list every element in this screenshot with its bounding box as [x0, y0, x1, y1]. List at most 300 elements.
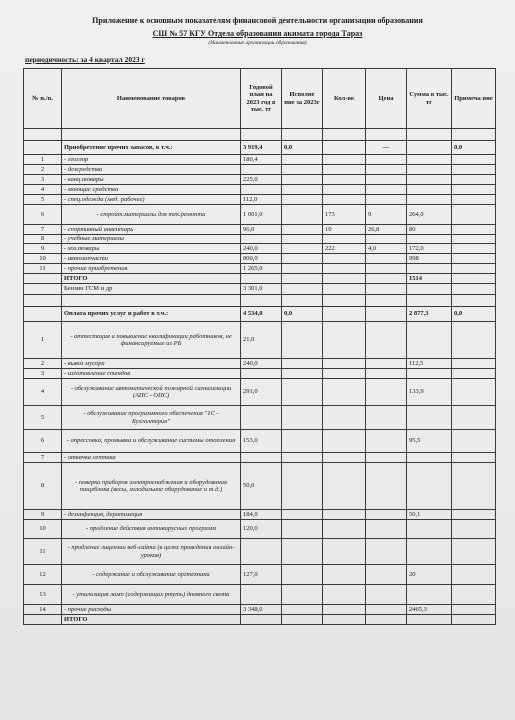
cell-note	[452, 205, 496, 225]
cell-sum	[407, 284, 452, 295]
cell-note	[452, 244, 496, 254]
cell-name: - геоглор	[62, 155, 241, 165]
cell-note	[452, 463, 496, 510]
col-header-quantity: Кол-во	[323, 69, 366, 129]
table-row	[24, 254, 496, 264]
cell-name: - спортивный инвентарь	[62, 225, 241, 235]
cell-quantity	[323, 605, 366, 615]
organization-name: СШ № 57 КГУ Отдела образования акимата города Тараз	[152, 29, 363, 38]
cell-sum: 998	[407, 254, 452, 264]
cell-price	[366, 322, 407, 359]
cell-price	[366, 129, 407, 141]
cell-number: 6	[24, 430, 62, 453]
cell-note	[452, 510, 496, 520]
cell-annual-plan	[241, 185, 282, 195]
cell-annual-plan: 3 301,0	[241, 284, 282, 295]
cell-number: 5	[24, 195, 62, 205]
cell-quantity	[323, 585, 366, 605]
cell-quantity	[323, 565, 366, 585]
cell-annual-plan	[241, 539, 282, 565]
cell-annual-plan: 120,0	[241, 520, 282, 539]
cell-sum: 172,0	[407, 244, 452, 254]
cell-price	[366, 359, 407, 369]
cell-note	[452, 274, 496, 284]
cell-executed	[282, 369, 323, 379]
cell-price: 26,8	[366, 225, 407, 235]
cell-number: 1	[24, 155, 62, 165]
cell-executed	[282, 235, 323, 244]
cell-number: 8	[24, 463, 62, 510]
table-row	[24, 359, 496, 369]
table-row	[24, 264, 496, 274]
cell-name: - дезсредства	[62, 165, 241, 175]
cell-number: 10	[24, 254, 62, 264]
cell-annual-plan: 800,0	[241, 254, 282, 264]
cell-name: - хоз.товары	[62, 244, 241, 254]
cell-annual-plan	[241, 369, 282, 379]
cell-note	[452, 235, 496, 244]
cell-sum	[407, 295, 452, 307]
cell-name: - опрессовка, промывка и обслуживание системы отопления	[62, 430, 241, 453]
cell-quantity	[323, 453, 366, 463]
table-row	[24, 175, 496, 185]
cell-annual-plan: 3 348,0	[241, 605, 282, 615]
cell-price	[366, 284, 407, 295]
cell-number: 2	[24, 359, 62, 369]
cell-number: 9	[24, 244, 62, 254]
table-total-row	[24, 615, 496, 625]
cell-number: 12	[24, 565, 62, 585]
table-row	[24, 406, 496, 430]
cell-annual-plan: 50,0	[241, 463, 282, 510]
cell-executed	[282, 406, 323, 430]
cell-name: - утилизация ламп (содержащих ртуть) дневного света	[62, 585, 241, 605]
cell-quantity: 222	[323, 244, 366, 254]
cell-name: Приобретение прочих запасов, в т.ч.:	[62, 141, 241, 155]
cell-price	[366, 175, 407, 185]
cell-sum	[407, 185, 452, 195]
cell-number: 8	[24, 235, 62, 244]
cell-quantity	[323, 235, 366, 244]
cell-quantity	[323, 254, 366, 264]
cell-annual-plan	[241, 585, 282, 605]
table-row	[24, 322, 496, 359]
cell-sum: 264,0	[407, 205, 452, 225]
cell-sum	[407, 520, 452, 539]
cell-quantity	[323, 295, 366, 307]
cell-annual-plan: 112,0	[241, 195, 282, 205]
cell-name: - моющие средства	[62, 185, 241, 195]
table-row	[24, 585, 496, 605]
expenditure-table	[23, 68, 496, 625]
cell-executed	[282, 295, 323, 307]
cell-name: - дезинфекция, дератизация	[62, 510, 241, 520]
cell-sum	[407, 264, 452, 274]
cell-number: 3	[24, 175, 62, 185]
cell-sum: 2 877,3	[407, 307, 452, 322]
organization-caption: (Наименование организации образования)	[208, 40, 307, 46]
cell-annual-plan: 240,0	[241, 244, 282, 254]
cell-name: - продление действия антивирусных программ	[62, 520, 241, 539]
table-section-row	[24, 307, 496, 322]
cell-price	[366, 520, 407, 539]
cell-number: 11	[24, 264, 62, 274]
table-row	[24, 430, 496, 453]
cell-number	[24, 129, 62, 141]
table-row	[24, 379, 496, 406]
cell-annual-plan: 96,0	[241, 225, 282, 235]
cell-quantity	[323, 615, 366, 625]
cell-executed	[282, 264, 323, 274]
cell-quantity	[323, 430, 366, 453]
cell-executed	[282, 175, 323, 185]
cell-number	[24, 295, 62, 307]
cell-quantity	[323, 322, 366, 359]
col-header-executed: Исполне ние за 2023г	[282, 69, 323, 129]
cell-price	[366, 615, 407, 625]
cell-name: ИТОГО	[62, 274, 241, 284]
cell-annual-plan: 1 265,0	[241, 264, 282, 274]
cell-sum	[407, 195, 452, 205]
col-header-note: Примеча ние	[452, 69, 496, 129]
cell-quantity	[323, 175, 366, 185]
cell-note	[452, 155, 496, 165]
cell-annual-plan: 180,4	[241, 155, 282, 165]
cell-quantity	[323, 141, 366, 155]
cell-price: 4,0	[366, 244, 407, 254]
cell-executed	[282, 185, 323, 195]
table-row	[24, 539, 496, 565]
cell-note	[452, 539, 496, 565]
cell-price	[366, 453, 407, 463]
cell-quantity: 10	[323, 225, 366, 235]
cell-note	[452, 254, 496, 264]
cell-quantity	[323, 539, 366, 565]
cell-annual-plan	[241, 295, 282, 307]
cell-quantity	[323, 129, 366, 141]
cell-executed	[282, 254, 323, 264]
cell-sum: 1514	[407, 274, 452, 284]
cell-name: ИТОГО	[62, 615, 241, 625]
cell-annual-plan: 291,0	[241, 379, 282, 406]
cell-name: - прочие приобретения	[62, 264, 241, 274]
cell-annual-plan	[241, 274, 282, 284]
table-body	[24, 129, 496, 625]
col-header-number: № п./п.	[24, 69, 62, 129]
cell-sum: 95,5	[407, 430, 452, 453]
cell-quantity	[323, 264, 366, 274]
cell-quantity	[323, 195, 366, 205]
table-row	[24, 225, 496, 235]
cell-note	[452, 284, 496, 295]
cell-quantity	[323, 307, 366, 322]
cell-annual-plan: 184,0	[241, 510, 282, 520]
cell-number: 13	[24, 585, 62, 605]
cell-quantity	[323, 520, 366, 539]
cell-price	[366, 585, 407, 605]
cell-number: 7	[24, 225, 62, 235]
cell-note	[452, 359, 496, 369]
cell-quantity	[323, 359, 366, 369]
cell-name: - канц.товары	[62, 175, 241, 185]
cell-price	[366, 307, 407, 322]
cell-price	[366, 369, 407, 379]
table-row	[24, 185, 496, 195]
cell-name: Бензин ГСМ и др	[62, 284, 241, 295]
cell-quantity: 173	[323, 205, 366, 225]
cell-executed	[282, 585, 323, 605]
cell-note	[452, 165, 496, 175]
cell-note	[452, 453, 496, 463]
cell-name: - спец.одежда (мед. рабочее)	[62, 195, 241, 205]
cell-quantity	[323, 155, 366, 165]
cell-price	[366, 195, 407, 205]
cell-note	[452, 520, 496, 539]
table-row	[24, 605, 496, 615]
cell-quantity	[323, 406, 366, 430]
cell-price	[366, 264, 407, 274]
cell-name: - обслуживание программного обеспечения "1С - Бухгалтерия"	[62, 406, 241, 430]
cell-name	[62, 295, 241, 307]
cell-executed	[282, 274, 323, 284]
cell-name: - обслуживание автоматической пожарной сигнализации (АПС - ОПС)	[62, 379, 241, 406]
cell-note	[452, 264, 496, 274]
cell-note	[452, 605, 496, 615]
cell-price	[366, 379, 407, 406]
cell-note: 0,0	[452, 307, 496, 322]
cell-sum	[407, 406, 452, 430]
cell-price	[366, 539, 407, 565]
col-header-annual-plan: Годовой план на 2023 год в тыс. тг	[241, 69, 282, 129]
cell-quantity	[323, 379, 366, 406]
cell-name: - продление лицензии веб-сайта (в целях проведения онлайн-уроков)	[62, 539, 241, 565]
cell-executed	[282, 510, 323, 520]
cell-executed	[282, 520, 323, 539]
cell-quantity	[323, 463, 366, 510]
cell-executed	[282, 565, 323, 585]
cell-quantity	[323, 510, 366, 520]
cell-sum: 50,1	[407, 510, 452, 520]
cell-number: 9	[24, 510, 62, 520]
cell-executed	[282, 244, 323, 254]
cell-sum: 80	[407, 225, 452, 235]
cell-sum	[407, 539, 452, 565]
cell-annual-plan	[241, 129, 282, 141]
cell-quantity	[323, 274, 366, 284]
cell-number: 3	[24, 369, 62, 379]
cell-executed: 0,0	[282, 307, 323, 322]
cell-executed: 0,0	[282, 141, 323, 155]
table-row	[24, 463, 496, 510]
table-row	[24, 165, 496, 175]
cell-sum: 112,5	[407, 359, 452, 369]
cell-number: 14	[24, 605, 62, 615]
cell-sum: 133,9	[407, 379, 452, 406]
cell-annual-plan: 225,0	[241, 175, 282, 185]
cell-price: —	[366, 141, 407, 155]
table-row	[24, 205, 496, 225]
cell-price	[366, 254, 407, 264]
cell-sum	[407, 235, 452, 244]
cell-price	[366, 295, 407, 307]
cell-executed	[282, 605, 323, 615]
cell-executed	[282, 322, 323, 359]
cell-number	[24, 615, 62, 625]
cell-sum	[407, 129, 452, 141]
cell-note: 0,0	[452, 141, 496, 155]
cell-name: - прочие расходы	[62, 605, 241, 615]
cell-annual-plan: 4 534,0	[241, 307, 282, 322]
cell-note	[452, 406, 496, 430]
cell-note	[452, 369, 496, 379]
cell-executed	[282, 195, 323, 205]
table-row	[24, 129, 496, 141]
table-total-row	[24, 274, 496, 284]
cell-price	[366, 185, 407, 195]
table-row	[24, 369, 496, 379]
cell-sum: 2465,3	[407, 605, 452, 615]
table-row	[24, 510, 496, 520]
cell-sum	[407, 615, 452, 625]
cell-annual-plan: 127,0	[241, 565, 282, 585]
cell-number: 4	[24, 185, 62, 195]
cell-note	[452, 295, 496, 307]
col-header-name: Наименование товаров	[62, 69, 241, 129]
table-row	[24, 235, 496, 244]
cell-name: Оплата прочих услуг и работ в т.ч.:	[62, 307, 241, 322]
cell-sum	[407, 165, 452, 175]
cell-annual-plan	[241, 615, 282, 625]
cell-price	[366, 605, 407, 615]
cell-price	[366, 155, 407, 165]
cell-number: 10	[24, 520, 62, 539]
cell-quantity	[323, 165, 366, 175]
table-section-row	[24, 141, 496, 155]
cell-note	[452, 129, 496, 141]
table-row	[24, 195, 496, 205]
period-label: периодичность: за 4 квартал 2023 г	[25, 55, 145, 64]
table-row	[24, 520, 496, 539]
cell-executed	[282, 430, 323, 453]
cell-note	[452, 585, 496, 605]
cell-executed	[282, 165, 323, 175]
cell-number	[24, 274, 62, 284]
cell-number	[24, 307, 62, 322]
cell-executed	[282, 225, 323, 235]
cell-note	[452, 195, 496, 205]
cell-note	[452, 379, 496, 406]
cell-annual-plan: 3 919,4	[241, 141, 282, 155]
cell-sum	[407, 175, 452, 185]
cell-executed	[282, 615, 323, 625]
cell-note	[452, 225, 496, 235]
cell-number: 5	[24, 406, 62, 430]
table-row	[24, 284, 496, 295]
cell-name: - стройт.материалы для тек.ремонта	[62, 205, 241, 225]
table-row	[24, 244, 496, 254]
cell-name: - учебные материалы	[62, 235, 241, 244]
cell-note	[452, 565, 496, 585]
cell-quantity	[323, 185, 366, 195]
table-row	[24, 453, 496, 463]
cell-executed	[282, 359, 323, 369]
cell-annual-plan: 21,0	[241, 322, 282, 359]
col-header-price: Цена	[366, 69, 407, 129]
cell-note	[452, 615, 496, 625]
col-header-sum: Сумма в тыс. тг	[407, 69, 452, 129]
cell-sum	[407, 155, 452, 165]
cell-price	[366, 463, 407, 510]
cell-sum	[407, 463, 452, 510]
cell-name: - поверка приборов электроснабжения и оборудования пищеблока (весы, холодильное оборудование и т.д.)	[62, 463, 241, 510]
cell-number: 1	[24, 322, 62, 359]
cell-annual-plan: 240,0	[241, 359, 282, 369]
document-title: Приложение к основным показателям финансовой деятельности организации образования	[92, 16, 423, 25]
cell-executed	[282, 539, 323, 565]
cell-name: - автозапчасти	[62, 254, 241, 264]
cell-number: 11	[24, 539, 62, 565]
cell-annual-plan	[241, 406, 282, 430]
cell-annual-plan	[241, 453, 282, 463]
cell-name: - вывоз мусора	[62, 359, 241, 369]
cell-number: 2	[24, 165, 62, 175]
cell-executed	[282, 284, 323, 295]
cell-sum	[407, 322, 452, 359]
cell-price	[366, 274, 407, 284]
cell-executed	[282, 129, 323, 141]
cell-price	[366, 235, 407, 244]
cell-name: - аттестация и повышение квалификации работников, не финансируемые из РБ	[62, 322, 241, 359]
cell-price	[366, 565, 407, 585]
cell-price: 9	[366, 205, 407, 225]
cell-note	[452, 430, 496, 453]
cell-annual-plan: 1 001,0	[241, 205, 282, 225]
cell-executed	[282, 379, 323, 406]
cell-price	[366, 165, 407, 175]
cell-number: 6	[24, 205, 62, 225]
cell-quantity	[323, 284, 366, 295]
cell-number: 7	[24, 453, 62, 463]
cell-annual-plan: 153,0	[241, 430, 282, 453]
cell-executed	[282, 463, 323, 510]
cell-note	[452, 185, 496, 195]
cell-note	[452, 322, 496, 359]
cell-note	[452, 175, 496, 185]
cell-price	[366, 406, 407, 430]
table-row	[24, 155, 496, 165]
table-row	[24, 295, 496, 307]
cell-sum	[407, 585, 452, 605]
cell-executed	[282, 155, 323, 165]
cell-executed	[282, 205, 323, 225]
cell-sum	[407, 453, 452, 463]
cell-sum: 20	[407, 565, 452, 585]
cell-number: 4	[24, 379, 62, 406]
cell-name	[62, 129, 241, 141]
cell-number	[24, 141, 62, 155]
cell-name: - откачка септика	[62, 453, 241, 463]
cell-executed	[282, 453, 323, 463]
cell-price	[366, 510, 407, 520]
table-header-row	[24, 69, 496, 129]
cell-sum	[407, 369, 452, 379]
cell-number	[24, 284, 62, 295]
cell-annual-plan	[241, 235, 282, 244]
cell-price	[366, 430, 407, 453]
cell-annual-plan	[241, 165, 282, 175]
cell-quantity	[323, 369, 366, 379]
cell-sum	[407, 141, 452, 155]
